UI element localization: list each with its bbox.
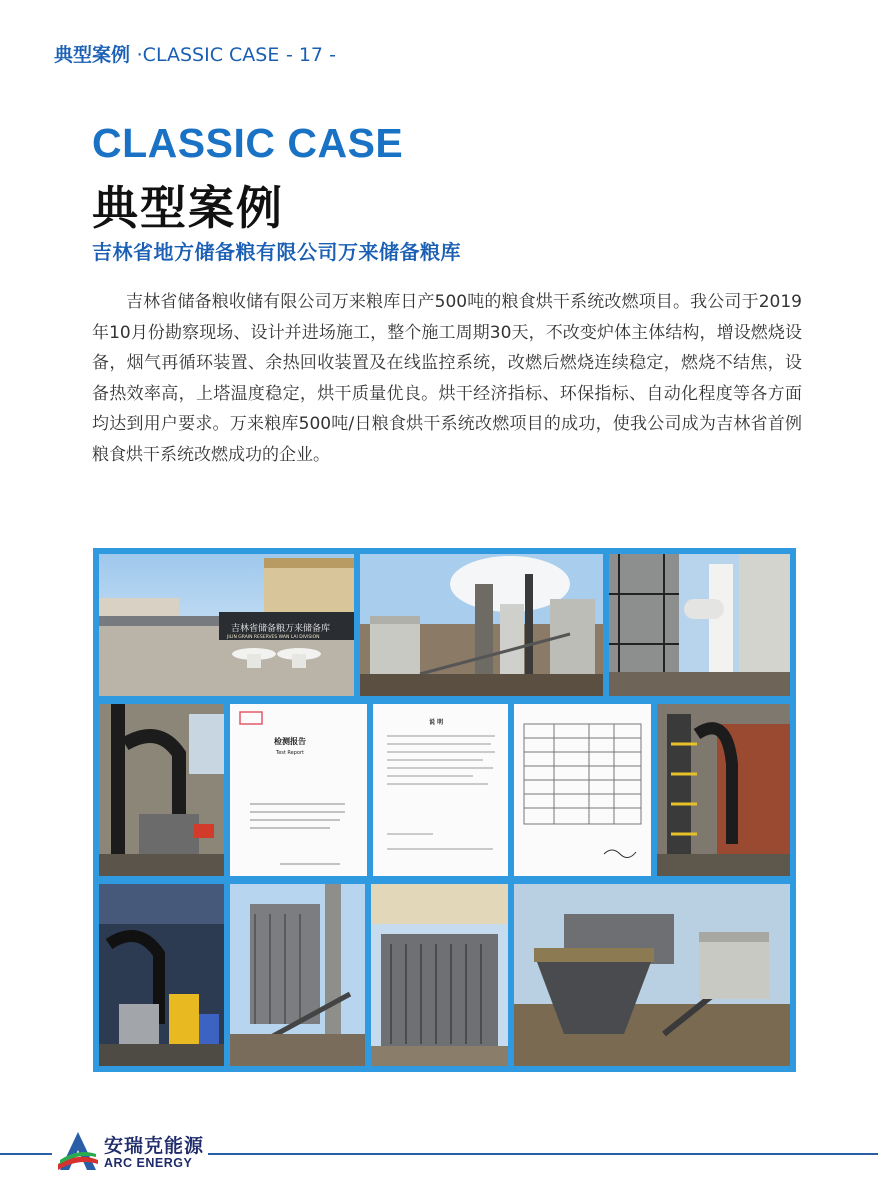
photo-furnace-wall	[657, 704, 790, 876]
title-chinese: 典型案例	[92, 181, 284, 235]
page-header	[54, 40, 336, 67]
photo-hopper-conveyor	[514, 884, 790, 1066]
page-number: - 17 -	[285, 44, 336, 66]
photo-granary-entrance	[99, 554, 354, 696]
photo-filter-unit	[371, 884, 508, 1066]
header-section-cn: 典型案例	[54, 44, 131, 66]
footer-rule-left	[0, 1153, 52, 1155]
photo-boiler-pipes	[99, 704, 224, 876]
photo-test-report	[230, 704, 367, 876]
photo-chimney-scaffold	[609, 554, 790, 696]
photo-report-notes	[373, 704, 508, 876]
brand-logo-icon	[56, 1130, 100, 1174]
footer-rule-right	[208, 1153, 878, 1155]
header-section-en: ·CLASSIC CASE	[136, 44, 280, 66]
photo-dust-collector	[230, 884, 365, 1066]
photo-data-table	[514, 704, 651, 876]
photo-gallery	[93, 548, 796, 1072]
title-english: CLASSIC CASE	[92, 120, 404, 166]
photo-control-room	[99, 884, 224, 1066]
photo-silos-steam	[360, 554, 603, 696]
notice-title: 说 明	[429, 719, 444, 726]
brand-name-en: ARC ENERGY	[104, 1156, 193, 1170]
sign-english: JILIN GRAIN RESERVES WAN LAI DIVISION	[227, 635, 320, 640]
brand-name-cn: 安瑞克能源	[104, 1135, 205, 1157]
sign-text: 吉林省储备粮万来储备库	[231, 624, 331, 634]
case-description: 吉林省储备粮收储有限公司万来粮库日产500吨的粮食烘干系统改燃项目。我公司于2019年10月份勘察现场、设计并进场施工，整个施工周期30天，不改变炉体主体结构，增设燃烧设备，烟气再循环装置、余热回收装置及在线监控系统，改燃后燃烧连续稳定，燃烧不结焦，设备热效率高，上塔温度稳定，烘干质量优良。烘干经济指标、环保指标、自动化程度等各方面均达到用户要求。万来粮库500吨/日粮食烘干系统改燃项目的成功，使我公司成为吉林省首例粮食烘干系统改燃成功的企业。	[92, 292, 802, 465]
report-title: 检测报告	[274, 737, 306, 746]
case-subtitle: 吉林省地方储备粮有限公司万来储备粮库	[92, 240, 461, 264]
report-title-english: Test Report	[276, 750, 305, 756]
